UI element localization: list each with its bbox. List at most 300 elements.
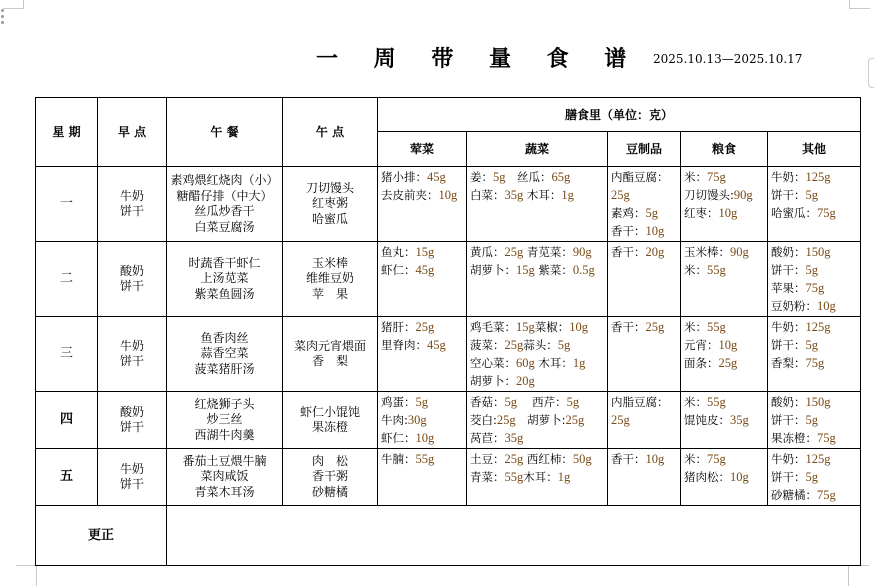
ingredient-amount: 65g [551,170,571,184]
ingredient-line [381,168,463,186]
ingredient-line [771,354,857,372]
snack-cell [283,242,378,317]
ingredient-amount: 75g [805,356,825,370]
header-grain: 粮食 [681,132,768,167]
ingredient-amount: 25g [645,320,665,334]
ingredient-line [684,186,764,204]
header-lunch: 午 餐 [167,98,283,167]
ingredient-name: 虾仁： [381,263,416,277]
ingredient-amount: 15g [415,245,435,259]
snack-cell [283,392,378,449]
ingredient-name: 香干： [611,320,646,334]
ingredient-line [771,279,857,297]
lunch-cell [167,242,283,317]
ingredient-line [470,354,604,372]
ingredient-name: 面条： [684,356,719,370]
breakfast-cell [98,392,167,449]
snack-item: 香干粥 [311,469,348,484]
ingredient-amount: 90g [572,245,592,259]
snack-item: 哈蜜瓜 [311,211,348,226]
ingredient-name: 红枣： [684,206,719,220]
header-intake-group: 膳食里（单位：克） [378,98,861,132]
ingredient-name: 西红柿： [523,452,573,466]
other-qty-cell [768,167,861,242]
ingredient-name: 内脂豆腐： [611,395,669,409]
ingredient-amount: 150g [805,245,831,259]
ingredient-amount: 10g [718,206,738,220]
weekday-cell: 一 [36,167,98,242]
ingredient-name: 西芹： [517,395,567,409]
grain-qty-cell [681,449,768,506]
ingredient-name: 猪小排： [381,170,427,184]
header-other: 其他 [768,132,861,167]
ingredient-name: 果冻橙： [771,431,817,445]
ingredient-line [611,186,677,204]
ingredient-line [611,243,677,261]
vegetable-qty-cell [467,392,608,449]
ingredient-line [771,486,857,504]
ingredient-amount: 20g [645,245,665,259]
ingredient-amount: 10g [730,470,749,484]
ingredient-amount: 5g [805,413,818,427]
ingredient-name: 元宵： [684,338,719,352]
ingredient-amount: 75g [805,281,825,295]
ingredient-amount: 1g [557,470,571,484]
ingredient-name: 鱼丸： [381,245,416,259]
ingredient-line [611,168,677,186]
ingredient-line [381,411,463,429]
grain-qty-cell [681,167,768,242]
ingredient-line [470,429,604,447]
ingredient-name: 菠菜： [470,338,505,352]
ingredient-name: 菜椒： [534,320,570,334]
ingredient-name: 米： [684,170,707,184]
breakfast-cell [98,449,167,506]
side-panel-tab[interactable] [868,58,874,88]
ingredient-name: 丝瓜： [505,170,552,184]
ingredient-name: 米： [684,263,707,277]
ingredient-amount: 55g [707,263,726,277]
ingredient-amount: 5g [805,188,818,202]
ingredient-line [611,318,677,336]
ingredient-amount: 45g [415,263,435,277]
ingredient-name: 木耳： [523,470,558,484]
lunch-item: 糖醋仔排（中大） [176,188,273,203]
ingredient-amount: 25g [415,320,435,334]
ingredient-name: 饼干： [771,470,806,484]
ingredient-amount: 10g [438,188,458,202]
ingredient-amount: 35g [730,413,749,427]
page-corner-mark [849,0,870,9]
ingredient-line [381,393,463,411]
snack-item: 肉 松 [311,453,348,468]
ingredient-name: 木耳： [534,356,573,370]
ingredient-name: 胡萝卜： [470,374,516,388]
snack-item: 砂糖橘 [311,484,348,499]
ingredient-name: 酸奶： [771,395,806,409]
ingredient-name: 白菜： [470,188,505,202]
ingredient-line [684,261,764,279]
ingredient-name: 胡萝卜： [470,263,516,277]
ingredient-name: 米： [684,320,707,334]
lunch-item: 时蔬香干虾仁 [188,255,261,270]
ingredient-name: 牛奶： [771,320,806,334]
header-meat: 荤菜 [378,132,467,167]
ingredient-name: 内酯豆腐： [611,170,669,184]
ingredient-name: 鸡蛋： [381,395,416,409]
table-row [36,317,861,392]
breakfast-item: 饼干 [119,477,144,491]
ingredient-line [771,261,857,279]
ingredient-name: 空心菜： [470,356,516,370]
breakfast-cell [98,317,167,392]
drag-handle-icon[interactable] [1,9,9,31]
ingredient-name: 青菜： [470,470,505,484]
ingredient-amount: 50g [572,452,592,466]
ingredient-amount: 10g [415,431,435,445]
ingredient-amount: 125g [805,320,831,334]
weekday-cell: 二 [36,242,98,317]
ingredient-amount: 75g [817,206,836,220]
ingredient-amount: 55g [707,395,726,409]
page-corner-mark [3,0,24,9]
page-corner-mark [16,565,37,586]
breakfast-item: 饼干 [119,420,144,434]
ingredient-line [771,450,857,468]
ingredient-amount: 90g [733,188,753,202]
ingredient-name: 酸奶： [771,245,806,259]
ingredient-name: 青苋菜： [523,245,573,259]
ingredient-name: 蒜头： [523,338,558,352]
ingredient-line [684,243,764,261]
snack-item: 苹 果 [311,286,348,301]
ingredient-line [470,450,604,468]
ingredient-name: 砂糖橘： [771,488,817,502]
ingredient-name: 姜： [470,170,493,184]
header-weekday: 星 期 [36,98,98,167]
correction-label: 更正 [36,506,167,566]
ingredient-line [771,297,857,315]
ingredient-amount: 5g [805,263,818,277]
ingredient-amount: 5g [504,395,517,409]
ingredient-amount: 5g [493,170,506,184]
table-row [36,242,861,317]
lunch-cell [167,317,283,392]
ingredient-line [470,261,604,279]
lunch-cell [167,449,283,506]
soy-qty-cell [608,242,681,317]
table-row [36,167,861,242]
ingredient-line [771,318,857,336]
ingredient-name: 牛肉: [381,413,408,427]
ingredient-amount: 5g [557,338,571,352]
ingredient-name: 牛奶： [771,452,806,466]
ingredient-name: 胡萝卜: [515,413,566,427]
ingredient-line [381,318,463,336]
ingredient-name: 米： [684,452,707,466]
ingredient-line [684,354,764,372]
breakfast-item: 饼干 [119,354,144,368]
ingredient-line [771,243,857,261]
snack-item: 维维豆奶 [305,271,354,286]
ingredient-amount: 5g [805,470,818,484]
ingredient-name: 刀切馒头: [684,188,734,202]
ingredient-amount: 55g [707,320,726,334]
snack-item: 果冻橙 [311,420,348,434]
other-qty-cell [768,449,861,506]
ingredient-amount: 25g [611,413,630,427]
ingredient-name: 土豆： [470,452,505,466]
ingredient-amount: 25g [496,413,516,427]
correction-field[interactable] [167,506,861,566]
ingredient-amount: 25g [504,245,524,259]
ingredient-line [470,168,604,186]
ingredient-amount: 150g [805,395,831,409]
soy-qty-cell [608,449,681,506]
ingredient-line [470,372,604,390]
grain-qty-cell [681,242,768,317]
ingredient-name: 玉米棒： [684,245,730,259]
ingredient-name: 茭白: [470,413,497,427]
ingredient-name: 香干： [611,452,646,466]
ingredient-line [611,393,677,411]
meat-qty-cell [378,317,467,392]
ingredient-line [771,336,857,354]
table-row [36,392,861,449]
header-vegetable: 蔬菜 [467,132,608,167]
ingredient-line [684,393,764,411]
snack-item: 香 梨 [311,354,348,368]
ingredient-line [771,429,857,447]
ingredient-name: 里脊肉： [381,338,427,352]
ingredient-name: 黄瓜： [470,245,505,259]
lunch-item: 素鸡煨红烧肉（小） [170,173,279,187]
lunch-item: 上汤苋菜 [200,271,249,286]
ingredient-amount: 45g [427,170,446,184]
ingredient-line [684,318,764,336]
ingredient-amount: 25g [504,452,524,466]
ingredient-amount: 90g [730,245,749,259]
lunch-item: 蒜香空菜 [200,346,249,361]
ingredient-line [684,204,764,222]
ingredient-line [381,429,463,447]
vegetable-qty-cell [467,317,608,392]
ingredient-name: 紫菜： [534,263,573,277]
snack-item: 刀切馒头 [305,180,354,195]
meat-qty-cell [378,167,467,242]
ingredient-amount: 25g [504,338,524,352]
ingredient-line [611,411,677,429]
soy-qty-cell [608,167,681,242]
ingredient-line [611,222,677,240]
ingredient-amount: 25g [611,188,630,202]
snack-cell [283,167,378,242]
ingredient-amount: 75g [817,488,836,502]
snack-item: 玉米棒 [311,255,348,270]
vegetable-qty-cell [467,167,608,242]
other-qty-cell [768,392,861,449]
soy-qty-cell [608,392,681,449]
ingredient-name: 豆奶粉： [771,299,817,313]
ingredient-name: 木耳： [523,188,562,202]
ingredient-line [470,411,604,429]
ingredient-amount: 25g [565,413,585,427]
snack-item: 虾仁小馄饨 [299,404,360,419]
ingredient-amount: 10g [569,320,588,334]
ingredient-amount: 15g [516,320,535,334]
ingredient-line [381,186,463,204]
ingredient-line [470,393,604,411]
page-corner-mark [848,565,869,586]
ingredient-name: 饼干： [771,338,806,352]
ingredient-amount: 5g [566,395,580,409]
ingredient-line [684,450,764,468]
ingredient-amount: 5g [645,206,658,220]
ingredient-name: 牛腩： [381,452,416,466]
grain-qty-cell [681,392,768,449]
breakfast-item: 牛奶 [119,338,144,353]
ingredient-name: 去皮前夹： [381,188,439,202]
ingredient-line [381,450,463,468]
vegetable-qty-cell [467,242,608,317]
lunch-item: 番茄土豆煨牛腩 [182,453,267,468]
ingredient-amount: 20g [516,374,535,388]
ingredient-amount: 5g [415,395,428,409]
lunch-item: 鱼香肉丝 [200,330,249,345]
ingredient-name: 香梨： [771,356,806,370]
ingredient-name: 牛奶： [771,170,806,184]
ingredient-amount: 10g [817,299,836,313]
breakfast-cell [98,167,167,242]
ingredient-line [771,393,857,411]
snack-cell [283,317,378,392]
ingredient-amount: 55g [504,470,524,484]
ingredient-name: 香干： [611,224,646,238]
ingredient-name: 猪肉松： [684,470,730,484]
breakfast-item: 牛奶 [119,188,144,203]
weekday-cell: 五 [36,449,98,506]
ingredient-name: 猪肝： [381,320,416,334]
ingredient-amount: 0.5g [572,263,595,277]
lunch-item: 菠菜猪肝汤 [194,361,255,376]
ingredient-line [470,336,604,354]
ingredient-name: 香菇： [470,395,505,409]
lunch-item: 丝瓜炒香干 [194,204,255,218]
menu-table [35,97,861,566]
ingredient-name: 饼干： [771,263,806,277]
ingredient-line [611,204,677,222]
ingredient-line [684,468,764,486]
ingredient-line [470,468,604,486]
lunch-item: 青菜木耳汤 [194,484,255,499]
ingredient-amount: 10g [718,338,738,352]
breakfast-item: 饼干 [119,204,144,218]
lunch-item: 炒三丝 [206,412,243,427]
lunch-item: 红烧狮子头 [194,396,255,411]
ingredient-amount: 75g [707,452,726,466]
snack-item: 红枣粥 [311,196,348,211]
snack-cell [283,449,378,506]
breakfast-item: 饼干 [119,279,144,293]
ingredient-line [470,318,604,336]
ingredient-amount: 35g [504,188,524,202]
meat-qty-cell [378,392,467,449]
soy-qty-cell [608,317,681,392]
ingredient-line [771,186,857,204]
breakfast-item: 牛奶 [119,461,144,476]
ingredient-amount: 60g [516,356,535,370]
header-snack: 午 点 [283,98,378,167]
ingredient-line [771,468,857,486]
breakfast-cell [98,242,167,317]
vegetable-qty-cell [467,449,608,506]
ingredient-line [771,411,857,429]
ingredient-amount: 45g [427,338,446,352]
ingredient-line [771,204,857,222]
ingredient-name: 哈蜜瓜： [771,206,817,220]
ingredient-name: 馄饨皮： [684,413,730,427]
ingredient-amount: 15g [516,263,535,277]
ingredient-line [771,168,857,186]
lunch-item: 紫菜鱼圆汤 [194,286,255,301]
ingredient-amount: 55g [415,452,435,466]
ingredient-name: 素鸡： [611,206,646,220]
ingredient-line [684,336,764,354]
other-qty-cell [768,242,861,317]
ingredient-amount: 125g [805,170,831,184]
weekday-cell: 三 [36,317,98,392]
ingredient-amount: 125g [805,452,831,466]
header-soy: 豆制品 [608,132,681,167]
ingredient-amount: 10g [645,452,665,466]
ingredient-line [470,186,604,204]
ingredient-amount: 10g [645,224,665,238]
ingredient-amount: 75g [817,431,836,445]
ingredient-amount: 35g [504,431,524,445]
lunch-cell [167,167,283,242]
breakfast-item: 酸奶 [119,404,144,419]
page-title: 一 周 带 量 食 谱 [316,46,641,72]
meat-qty-cell [378,242,467,317]
ingredient-line [684,411,764,429]
ingredient-line [611,450,677,468]
ingredient-line [381,336,463,354]
meat-qty-cell [378,449,467,506]
ingredient-amount: 25g [718,356,738,370]
ingredient-name: 虾仁： [381,431,416,445]
ingredient-name: 苹果： [771,281,806,295]
grain-qty-cell [681,317,768,392]
snack-item: 菜肉元宵煨面 [293,338,366,353]
ingredient-amount: 75g [707,170,726,184]
ingredient-name: 米： [684,395,707,409]
ingredient-line [381,243,463,261]
date-range: 2025.10.13—2025.10.17 [653,52,803,66]
header-breakfast: 早 点 [98,98,167,167]
ingredient-name: 饼干： [771,188,806,202]
ingredient-line [470,243,604,261]
table-row [36,449,861,506]
ingredient-name: 莴苣： [470,431,505,445]
ingredient-name: 鸡毛菜： [470,320,516,334]
ingredient-line [684,168,764,186]
breakfast-item: 酸奶 [119,263,144,278]
ingredient-amount: 30g [407,413,427,427]
other-qty-cell [768,317,861,392]
lunch-cell [167,392,283,449]
lunch-item: 白菜豆腐汤 [194,219,255,234]
ingredient-name: 饼干： [771,413,806,427]
